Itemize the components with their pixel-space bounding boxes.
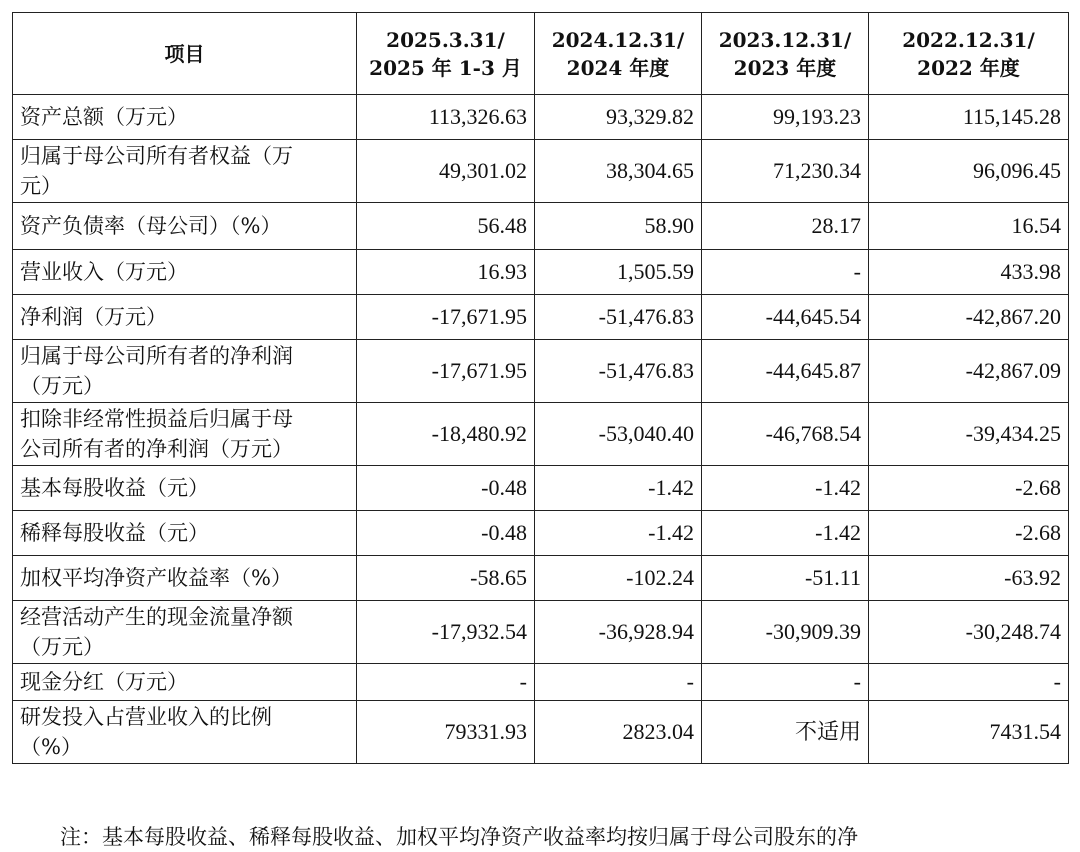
value-cell: 113,326.63	[357, 95, 535, 140]
row-label-line: 资产负债率（母公司）（%）	[20, 214, 282, 238]
value-cell: -42,867.20	[869, 295, 1069, 340]
value-cell: -36,928.94	[535, 601, 702, 664]
row-label-line: 归属于母公司所有者的净利润	[20, 344, 293, 368]
row-label	[13, 511, 357, 556]
value-cell: -17,671.95	[357, 295, 535, 340]
value-cell: 7431.54	[869, 701, 1069, 764]
value-cell: -51,476.83	[535, 340, 702, 403]
header-line: 2025 年 1-3 月	[369, 55, 522, 80]
row-label-line: （%）	[20, 735, 82, 759]
value-cell: 1,505.59	[535, 250, 702, 295]
value-cell: 433.98	[869, 250, 1069, 295]
value-cell: 2823.04	[535, 701, 702, 764]
value-cell: 16.93	[357, 250, 535, 295]
value-cell: -1.42	[702, 466, 869, 511]
value-cell: 49,301.02	[357, 140, 535, 203]
value-cell: -	[702, 250, 869, 295]
value-cell: -30,248.74	[869, 601, 1069, 664]
table-row	[13, 466, 1069, 511]
row-label-line: 归属于母公司所有者权益（万	[20, 144, 293, 168]
row-label	[13, 140, 357, 203]
header-line: 2022 年度	[917, 55, 1020, 80]
header-line: 项目	[164, 41, 205, 66]
value-cell: -1.42	[535, 511, 702, 556]
value-cell: 71,230.34	[702, 140, 869, 203]
table-row	[13, 295, 1069, 340]
table-body	[13, 95, 1069, 764]
table-row	[13, 140, 1069, 203]
header-line: 2022.12.31/	[902, 27, 1035, 52]
value-cell: 93,329.82	[535, 95, 702, 140]
value-cell: 58.90	[535, 203, 702, 250]
row-label-line: 扣除非经常性损益后归属于母	[20, 407, 293, 431]
value-cell: -30,909.39	[702, 601, 869, 664]
row-label	[13, 403, 357, 466]
value-cell: -18,480.92	[357, 403, 535, 466]
value-cell: -51.11	[702, 556, 869, 601]
row-label	[13, 295, 357, 340]
row-label	[13, 95, 357, 140]
value-cell: -39,434.25	[869, 403, 1069, 466]
table-row	[13, 511, 1069, 556]
value-cell: -53,040.40	[535, 403, 702, 466]
value-cell: -17,932.54	[357, 601, 535, 664]
row-label-line: 加权平均净资产收益率（%）	[20, 566, 292, 590]
row-label-line: 经营活动产生的现金流量净额	[20, 605, 293, 629]
row-label-line: 现金分红（万元）	[20, 670, 188, 694]
row-label	[13, 340, 357, 403]
table-row	[13, 601, 1069, 664]
value-cell: -46,768.54	[702, 403, 869, 466]
value-cell: 99,193.23	[702, 95, 869, 140]
value-cell: -2.68	[869, 466, 1069, 511]
row-label-line: （万元）	[20, 374, 104, 398]
table-row	[13, 203, 1069, 250]
table-row	[13, 556, 1069, 601]
value-cell: -2.68	[869, 511, 1069, 556]
value-cell: -	[702, 664, 869, 701]
value-cell: -17,671.95	[357, 340, 535, 403]
value-cell: 115,145.28	[869, 95, 1069, 140]
value-cell: -102.24	[535, 556, 702, 601]
value-cell: -42,867.09	[869, 340, 1069, 403]
value-cell: 38,304.65	[535, 140, 702, 203]
header-line: 2024.12.31/	[551, 27, 685, 52]
value-cell: -44,645.54	[702, 295, 869, 340]
financial-data-table	[12, 12, 1069, 764]
value-cell: 不适用	[702, 701, 869, 764]
value-cell: -1.42	[535, 466, 702, 511]
header-line: 2025.3.31/	[386, 27, 505, 52]
value-cell: 56.48	[357, 203, 535, 250]
row-label	[13, 556, 357, 601]
row-label-line: 公司所有者的净利润（万元）	[20, 437, 293, 461]
value-cell: 16.54	[869, 203, 1069, 250]
value-cell: -	[869, 664, 1069, 701]
value-cell: 28.17	[702, 203, 869, 250]
value-cell: -63.92	[869, 556, 1069, 601]
row-label-line: 基本每股收益（元）	[20, 476, 209, 500]
row-label	[13, 601, 357, 664]
table-row	[13, 664, 1069, 701]
value-cell: -0.48	[357, 466, 535, 511]
value-cell: -44,645.87	[702, 340, 869, 403]
row-label-line: 研发投入占营业收入的比例	[20, 705, 272, 729]
header-2024	[535, 13, 702, 95]
financial-table-wrapper	[12, 12, 1068, 764]
row-label-line: （万元）	[20, 635, 104, 659]
row-label-line: 元）	[20, 174, 62, 198]
value-cell: -1.42	[702, 511, 869, 556]
header-line: 2023.12.31/	[718, 27, 852, 52]
header-item	[13, 13, 357, 95]
value-cell: -0.48	[357, 511, 535, 556]
table-row	[13, 250, 1069, 295]
value-cell: -51,476.83	[535, 295, 702, 340]
row-label	[13, 250, 357, 295]
table-header-row	[13, 13, 1069, 95]
header-2022	[869, 13, 1069, 95]
header-line: 2024 年度	[566, 55, 670, 80]
value-cell: 79331.93	[357, 701, 535, 764]
table-row	[13, 340, 1069, 403]
row-label-line: 资产总额（万元）	[20, 105, 188, 129]
value-cell: -	[535, 664, 702, 701]
header-2023	[702, 13, 869, 95]
row-label	[13, 664, 357, 701]
value-cell: -58.65	[357, 556, 535, 601]
row-label	[13, 466, 357, 511]
table-row	[13, 95, 1069, 140]
header-line: 2023 年度	[733, 55, 837, 80]
row-label	[13, 701, 357, 764]
value-cell: 96,096.45	[869, 140, 1069, 203]
footnote: 注：基本每股收益、稀释每股收益、加权平均净资产收益率均按归属于母公司股东的净	[60, 825, 858, 849]
row-label	[13, 203, 357, 250]
row-label-line: 稀释每股收益（元）	[20, 521, 209, 545]
row-label-line: 营业收入（万元）	[20, 260, 188, 284]
table-row	[13, 403, 1069, 466]
row-label-line: 净利润（万元）	[20, 305, 167, 329]
table-row	[13, 701, 1069, 764]
header-2025q1	[357, 13, 535, 95]
value-cell: -	[357, 664, 535, 701]
